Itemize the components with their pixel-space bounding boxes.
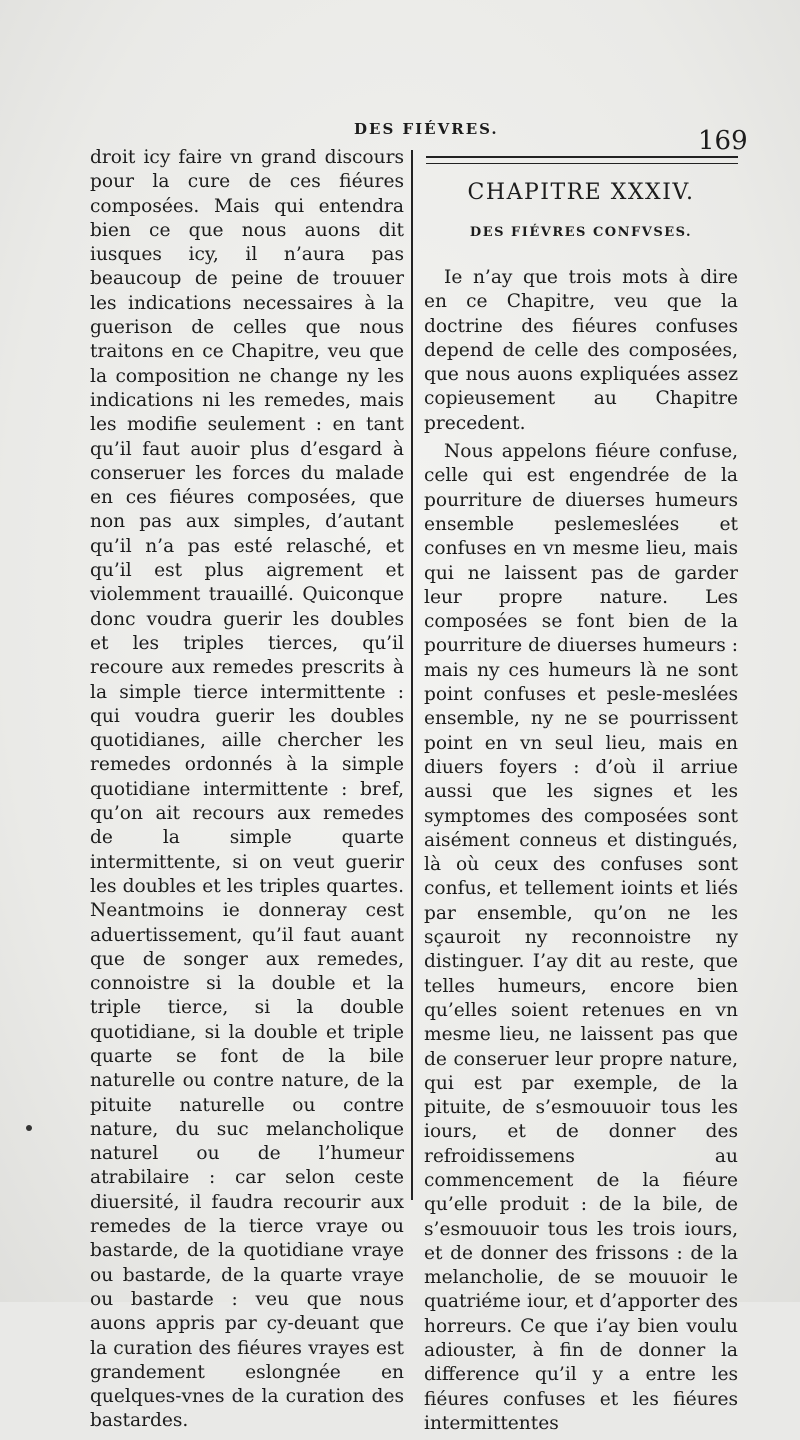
chapter-title: CHAPITRE XXXIV. [467, 180, 695, 205]
left-column-text: droit icy faire vn grand discours pour la cure de ces fiéures composées. Mais qui entendra bien ce que nous auons dit iusques icy, il n’aura pas beaucoup de peine de trouuer les indications necessaires à la guerison de celles que nous traitons en ce Chapitre, veu que la composition ne change ny les indications ni les remedes, mais les modifie seulement : en tant qu’il faut auoir plus d’esgard à conseruer les forces du malade en ces fiéures composées, que non pas aux simples, d’autant qu’il n’a pas esté relasché, et qu’il est plus aigrement et violemment trauaillé. Quiconque donc voudra guerir les doubles et les triples tierces, qu’il recoure aux remedes prescrits à la simple tierce intermittente : qui voudra guerir les doubles quotidianes, aille chercher les remedes ordonnés à la simple quotidiane intermittente : bref, qu’on ait recours aux remedes de la simple quarte intermittente, si on veut guerir les doubles et les triples quartes. Neantmoins ie donneray cest aduertissement, qu’il faut auant que de songer aux remedes, connoistre si la double et la triple tierce, si la double quotidiane, si la double et triple quarte se font de la bile naturelle ou contre nature, de la pituite naturelle ou contre nature, du suc melancholique naturel ou de l’humeur atrabilaire : car selon ceste diuersité, il faudra recourir aux remedes de la tierce vraye ou bastarde, de la quotidiane vraye ou bastarde, de la quarte vraye ou bastarde : veu que nous auons appris par cy-deuant que la curation des fiéures vrayes est grandement eslongnée en quelques-vnes de la curation des bastardes. [90, 147, 404, 1432]
right-column [424, 150, 738, 1440]
running-head: DES FIÉVRES. [354, 120, 499, 138]
ink-speck [26, 1125, 32, 1131]
column-divider [411, 150, 413, 1200]
chapter-body [424, 266, 738, 1436]
paragraph: Nous appelons fiéure confuse, celle qui est engendrée de la pourriture de diuerses humeurs ensemble peslemeslées et confuses en vn mesme lieu, mais qui ne laissent pas de garder leur propre nature. Les composées se font bien de la pourriture de diuerses humeurs : mais ny ces humeurs là ne sont point confuses et pesle-meslées ensemble, ny ne se pourrissent point en vn seul lieu, mais en diuers foyers : d’où il arriue aussi que les signes et les symptomes des composées sont aisément conneus et distingués, là où ceux des confuses sont confus, et tellement ioints et liés par ensemble, qu’on ne les sçauroit ny reconnoistre ny distinguer. I’ay dit au reste, que telles humeurs, encore bien qu’elles soient retenues en vn mesme lieu, ne laissent pas que de conseruer leur propre nature, qui est par exemple, de la pituite, de s’esmouuoir tous les iours, et de donner des refroidissemens au commencement de la fiéure qu’elle produit : de la bile, de s’esmouuoir tous les trois iours, et de donner des frissons : de la melancholie, de se mouuoir le quatriéme iour, et d’apporter des horreurs. Ce que i’ay bien voulu adiouster, à fin de donner la difference qu’il y a entre les fiéures confuses et les fiéures intermittentes [424, 441, 738, 1434]
chapter-subtitle: DES FIÉVRES CONFVSES. [469, 225, 693, 240]
paragraph: Ie n’ay que trois mots à dire en ce Chapitre, veu que la doctrine des fiéures confuses depend de celle des composées, que nous auons expliquées assez copieusement au Chapitre precedent. [424, 267, 738, 434]
page-number: 169 [698, 126, 748, 156]
left-column [90, 146, 404, 1434]
